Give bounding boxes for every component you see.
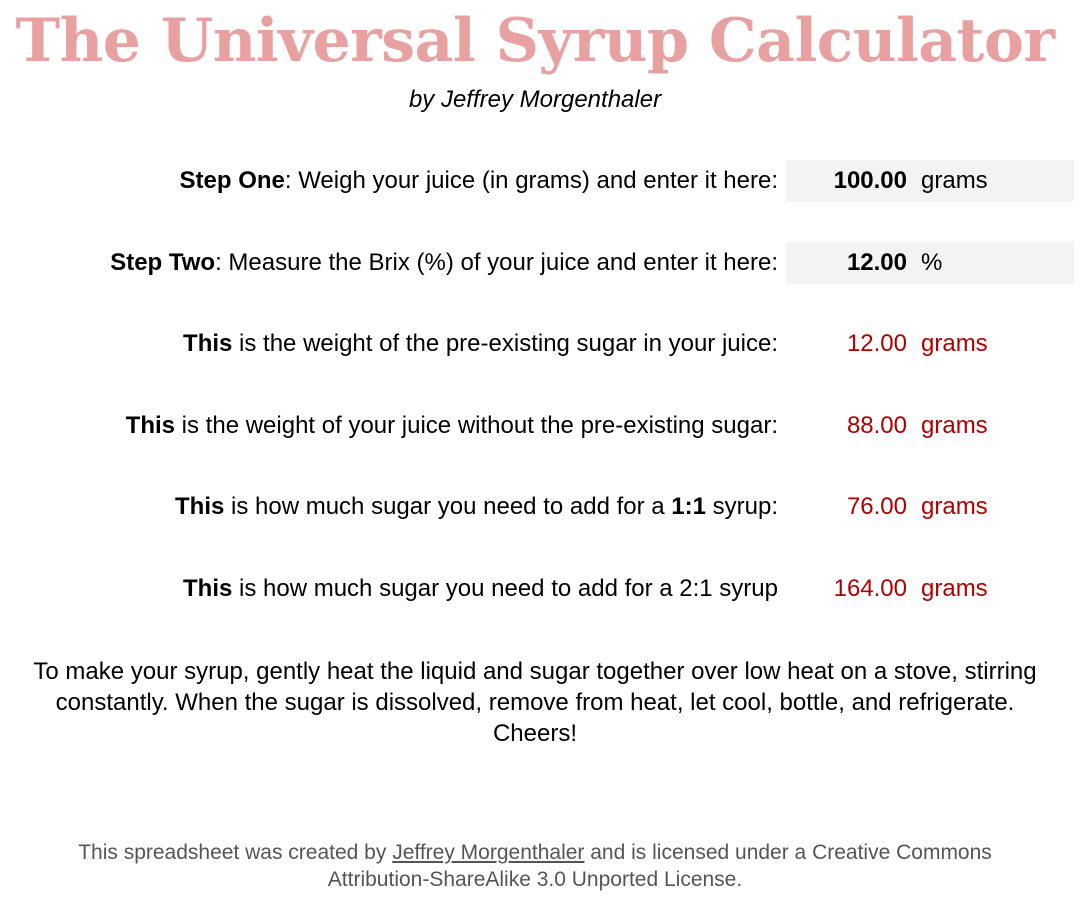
one-to-one-sugar-unit: grams [921, 493, 988, 520]
author-byline: by Jeffrey Morgenthaler [408, 86, 662, 113]
footer-line-2: Attribution-ShareAlike 3.0 Unported License. [327, 868, 743, 891]
step-two-label-bold: Step Two [110, 249, 216, 276]
pre-existing-sugar-label [183, 323, 778, 365]
juice-without-sugar-label-text: is the weight of your juice without the pre-existing sugar: [175, 412, 778, 439]
juice-without-sugar-label [126, 405, 778, 447]
one-to-one-sugar-value: 76.00 [846, 493, 907, 520]
brix-input[interactable]: 12.00 [846, 249, 907, 276]
step-one-label-bold: Step One [179, 167, 285, 194]
one-to-one-ratio: 1:1 [671, 493, 706, 520]
page-title: The Universal Syrup Calculator [15, 6, 1055, 76]
license-footer [0, 839, 1070, 893]
two-to-one-sugar-unit: grams [921, 575, 988, 602]
juice-weight-unit: grams [921, 167, 988, 194]
one-to-one-label-text: is how much sugar you need to add for a [224, 493, 672, 520]
syrup-instructions: To make your syrup, gently heat the liquid and sugar together over low heat on a stove, stirring constantly. When the sugar is dissolved, remove from heat, let cool, bottle, and refrigerate. Cheers! [33, 658, 1037, 747]
brix-unit: % [921, 249, 943, 276]
two-to-one-label-text: is how much sugar you need to add for a 2:1 syrup [232, 575, 778, 602]
juice-without-sugar-value: 88.00 [846, 412, 907, 439]
step-one-label [180, 160, 778, 202]
juice-weight-input[interactable]: 100.00 [833, 167, 907, 194]
one-to-one-syrup-label [175, 486, 778, 528]
pre-existing-sugar-value: 12.00 [846, 330, 907, 357]
two-to-one-sugar-value: 164.00 [833, 575, 907, 602]
step-two-label [110, 242, 778, 284]
step-one-label-text: : Weigh your juice (in grams) and enter it here: [284, 167, 778, 194]
juice-without-sugar-label-bold: This [125, 412, 176, 439]
pre-existing-sugar-label-bold: This [183, 330, 233, 357]
pre-existing-sugar-label-text: is the weight of the pre-existing sugar in your juice: [232, 330, 778, 357]
one-to-one-label-bold: This [175, 493, 225, 520]
footer-line-1 [0, 839, 1070, 866]
two-to-one-syrup-row [0, 568, 1080, 610]
one-to-one-syrup-row [0, 486, 1080, 528]
step-two-label-text: : Measure the Brix (%) of your juice and enter it here: [215, 249, 778, 276]
one-to-one-label-suffix: syrup: [705, 493, 778, 520]
step-one-row [0, 160, 1080, 202]
step-two-row [0, 242, 1080, 284]
two-to-one-syrup-label [183, 568, 778, 610]
juice-without-sugar-row [0, 405, 1080, 447]
two-to-one-label-bold: This [183, 575, 233, 602]
pre-existing-sugar-unit: grams [921, 330, 988, 357]
footer-prefix: This spreadsheet was created by [78, 841, 393, 864]
juice-without-sugar-unit: grams [921, 412, 988, 439]
footer-middle: and is licensed under a Creative Commons [584, 841, 992, 864]
author-link[interactable]: Jeffrey Morgenthaler [392, 841, 585, 864]
pre-existing-sugar-row [0, 323, 1080, 365]
